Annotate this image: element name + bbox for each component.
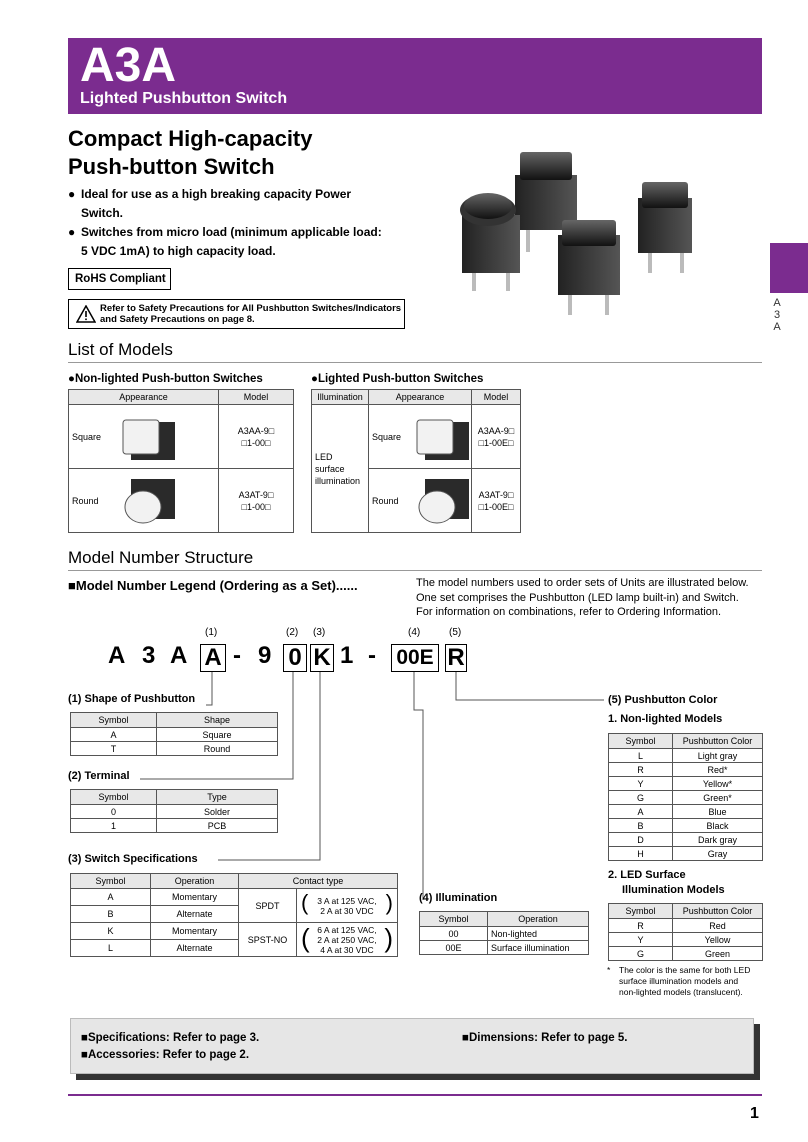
column-header: Symbol [609,734,673,749]
square-bullet-icon: ■ [68,578,76,593]
shape-table-title: (1) Shape of Pushbutton [68,693,196,705]
marker-4: (4) [408,627,421,638]
table-row [420,927,589,941]
table-cell: Dark gray [673,833,763,847]
table-row [609,777,763,791]
marker-2: (2) [286,627,299,638]
table-cell: Square [157,728,278,742]
column-header: Model [472,390,521,405]
table-cell: Yellow* [673,777,763,791]
column-header: Appearance [69,390,219,405]
part-char: A [108,642,126,669]
contact-rating-cell: ( ) 6 A at 125 VAC, 2 A at 250 VAC, 4 A at 30 VDC [297,923,398,957]
column-header: Symbol [71,874,151,889]
accessories-ref[interactable] [81,1049,249,1061]
feature-1-line1: Ideal for use as a high breaking capacity Power [81,187,352,201]
main-title-line2: Push-button Switch [68,154,275,179]
safety-line1: Refer to Safety Precautions for All Pushbutton Switches/Indicators [100,303,402,314]
table-row [609,847,763,861]
column-header: Illumination [312,390,369,405]
table-row [71,742,278,756]
lighted-title-text: Lighted Push-button Switches [317,373,484,385]
table-cell: Blue [673,805,763,819]
spec-ref-text: Specifications: Refer to page 3. [87,1032,260,1044]
table-cell: Surface illumination [488,941,589,955]
table-cell: R [609,919,673,933]
part-box-shape: A [200,644,226,672]
nonlighted-color-table [608,733,763,861]
rating-line: 6 A at 125 VAC, [317,924,377,935]
illumination-text: LED [315,451,333,462]
table-cell: Yellow [673,933,763,947]
table-cell: 00E [420,941,488,955]
description-line: One set comprises the Pushbutton (LED lamp built-in) and Switch. [416,591,739,604]
table-cell: T [71,742,157,756]
table-cell: Black [673,819,763,833]
table-cell: G [609,947,673,961]
square-bullet-icon: ■ [81,1049,88,1061]
column-header: Pushbutton Color [673,904,763,919]
switch-spec-table [70,873,398,957]
illumination-text: surface [315,463,345,474]
led-title-line: 2. LED Surface [608,869,686,881]
table-cell: Non-lighted [488,927,589,941]
accessories-ref-text: Accessories: Refer to page 2. [87,1049,250,1061]
table-cell: Red* [673,763,763,777]
safety-line2: and Safety Precautions on page 8. [100,314,255,325]
table-row [71,889,398,906]
bullet-icon: ● [68,225,76,239]
footnote-line: non-lighted models (translucent). [619,987,743,997]
marker-5: (5) [449,627,462,638]
contact-rating-cell: ( ) 3 A at 125 VAC, 2 A at 30 VDC [297,889,398,923]
marker-3: (3) [313,627,326,638]
reference-box [70,1018,754,1074]
footnote-line: The color is the same for both LED [619,965,751,975]
model-code: A3AA-9□ [237,425,275,436]
part-char: 3 [142,642,156,669]
feature-1-line2: Switch. [81,206,124,220]
appearance-label: Square [372,431,402,442]
page-number: 1 [750,1105,759,1122]
column-header: Pushbutton Color [673,734,763,749]
model-code: A3AT-9□ [238,489,274,500]
description-line: For information on combinations, refer to Ordering Information. [416,606,722,618]
part-char: A [170,642,188,669]
table-cell: L [609,749,673,763]
terminal-table [70,789,278,833]
part-box-illumination: 00E [391,644,439,672]
table-row [609,947,763,961]
table-row [609,833,763,847]
column-header: Operation [488,912,589,927]
table-row [609,933,763,947]
rating-line: 3 A at 125 VAC, [317,895,377,906]
part-box-color: R [445,644,467,672]
product-subtitle: Lighted Pushbutton Switch [80,90,288,107]
column-header: Type [157,790,278,805]
table-cell: K [71,923,151,940]
square-bullet-icon: ■ [81,1032,88,1044]
table-row [609,819,763,833]
rating-line: 4 A at 30 VDC [320,944,374,955]
model-code: □1-00□ [241,501,271,512]
table-cell: Green* [673,791,763,805]
appearance-label: Round [72,495,99,506]
illumination-text: illumination [315,475,361,486]
table-row [71,819,278,833]
feature-2-line2: 5 VDC 1mA) to high capacity load. [81,244,276,258]
description-line: The model numbers used to order sets of Units are illustrated below. [416,577,749,589]
led-title-line: Illumination Models [622,884,725,896]
product-title: A3A [80,39,177,92]
model-code: A3AA-9□ [477,425,515,436]
table-cell: 1 [71,819,157,833]
dimensions-ref-text: Dimensions: Refer to page 5. [468,1032,628,1044]
table-cell: 0 [71,805,157,819]
part-box-terminal: 0 [283,644,307,672]
model-code: □1-00E□ [478,437,514,448]
marker-1: (1) [205,627,218,638]
part-char: - [233,642,241,669]
column-header: Symbol [420,912,488,927]
model-code: □1-00□ [241,437,271,448]
table-row [609,791,763,805]
table-cell: PCB [157,819,278,833]
terminal-table-title: (2) Terminal [68,770,130,782]
model-code: A3AT-9□ [478,489,514,500]
color-footnote [607,965,767,998]
table-cell: Green [673,947,763,961]
main-title-line1: Compact High-capacity [68,126,313,151]
table-row [609,919,763,933]
table-cell: Y [609,933,673,947]
led-color-title [608,868,725,898]
table-cell: G [609,791,673,805]
model-code: □1-00E□ [478,501,514,512]
part-char: 1 [340,642,354,669]
dimensions-ref[interactable] [462,1032,627,1044]
rating-line: 2 A at 250 VAC, [317,934,377,945]
nonlighted-title-text: Non-lighted Push-button Switches [74,373,263,385]
model-structure-title: Model Number Structure [68,548,254,567]
table-cell: R [609,763,673,777]
table-cell: Momentary [151,889,239,906]
side-letter: 3 [773,309,781,321]
table-cell: Alternate [151,906,239,923]
rohs-badge: RoHS Compliant [68,268,171,290]
contact-type-cell: SPST-NO [239,923,297,957]
footnote-star: * [607,965,611,975]
part-char: 9 [258,642,272,669]
table-cell: L [71,940,151,957]
side-letter: A [773,297,781,309]
footer-rule [68,1094,762,1096]
table-cell: D [609,833,673,847]
side-letter: A [773,321,781,333]
table-cell: Gray [673,847,763,861]
bullet-icon: ● [68,373,75,385]
bullet-icon: ● [311,373,318,385]
table-cell: A [71,889,151,906]
table-row [609,749,763,763]
column-header: Appearance [369,390,472,405]
rating-line: 2 A at 30 VDC [320,905,374,916]
appearance-label: Square [72,431,102,442]
part-char: - [368,642,376,669]
table-row [609,805,763,819]
list-of-models-title: List of Models [68,340,173,359]
switch-spec-title: (3) Switch Specifications [68,853,198,865]
color-title: (5) Pushbutton Color [608,694,718,706]
column-header: Model [219,390,294,405]
shape-table [70,712,278,756]
column-header: Shape [157,713,278,728]
table-row [71,805,278,819]
spec-ref[interactable] [81,1032,259,1044]
part-box-switch: K [310,644,334,672]
column-header: Symbol [609,904,673,919]
appearance-label: Round [372,495,399,506]
column-header: Symbol [71,713,157,728]
table-cell: Solder [157,805,278,819]
illumination-table [419,911,589,955]
table-cell: B [71,906,151,923]
square-bullet-icon: ■ [462,1032,469,1044]
table-cell: Alternate [151,940,239,957]
table-row [71,923,398,940]
table-cell: A [609,805,673,819]
column-header: Operation [151,874,239,889]
table-row [71,728,278,742]
feature-2-line1: Switches from micro load (minimum applicable load: [81,225,382,239]
table-row [609,763,763,777]
table-cell: Y [609,777,673,791]
table-cell: Round [157,742,278,756]
contact-type-cell: SPDT [239,889,297,923]
table-cell: Momentary [151,923,239,940]
table-cell: Red [673,919,763,933]
table-cell: B [609,819,673,833]
table-cell: H [609,847,673,861]
nonlighted-color-title: 1. Non-lighted Models [608,713,723,725]
column-header: Contact type [239,874,398,889]
legend-title-text: Model Number Legend (Ordering as a Set)...... [75,578,358,593]
led-color-table [608,903,763,961]
column-header: Symbol [71,790,157,805]
footnote-line: surface illumination models and [619,976,739,986]
table-cell: Light gray [673,749,763,763]
table-row [420,941,589,955]
table-cell: A [71,728,157,742]
table-cell: 00 [420,927,488,941]
bullet-icon: ● [68,187,76,201]
illumination-table-title: (4) Illumination [419,892,498,904]
